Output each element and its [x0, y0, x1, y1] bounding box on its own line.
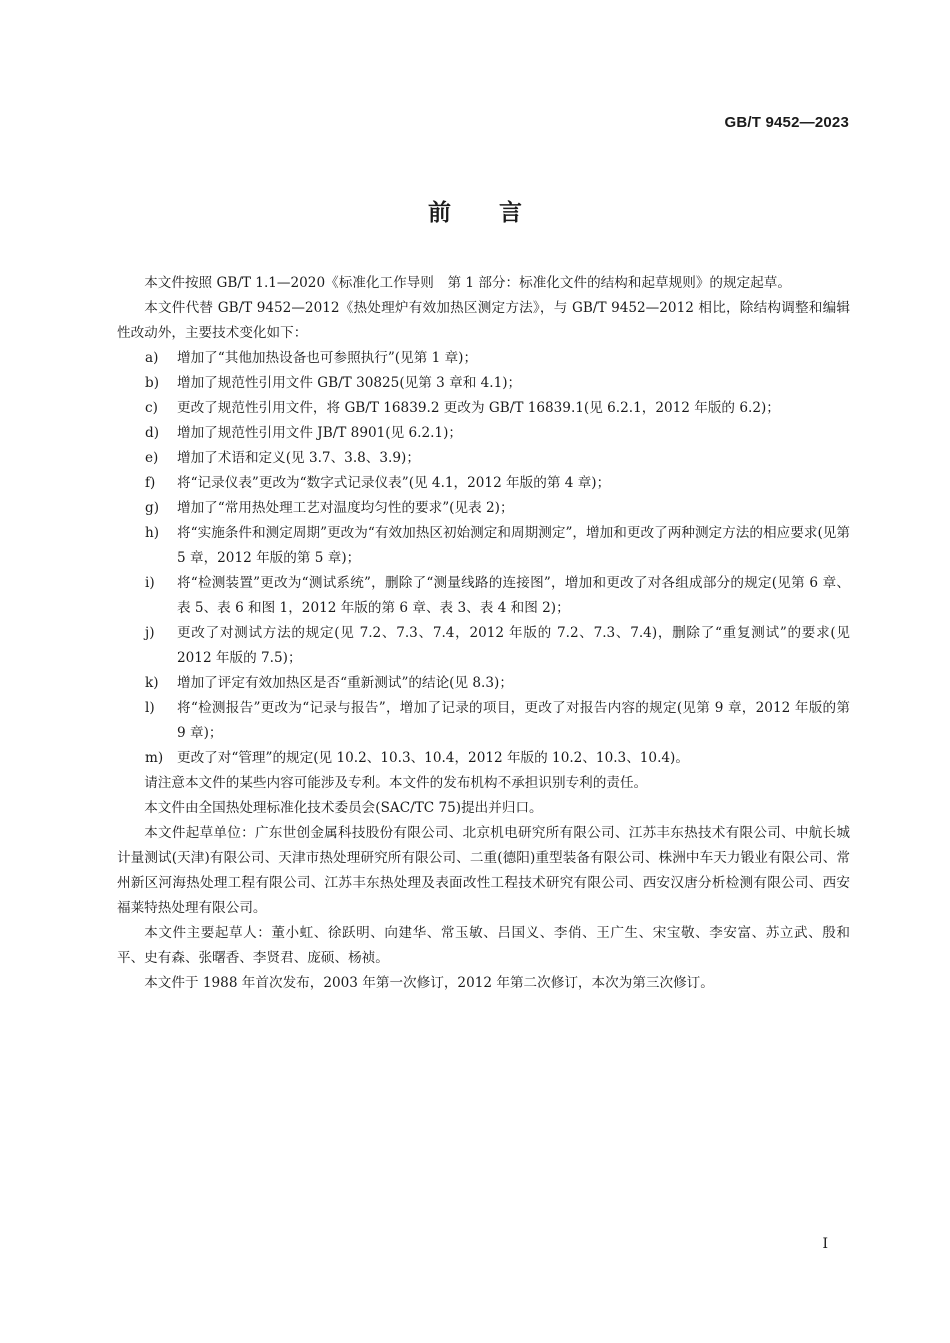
list-marker: f)	[145, 475, 156, 491]
list-item-text: 增加了评定有效加热区是否“重新测试”的结论(见 8.3)；	[177, 675, 513, 691]
list-item	[117, 571, 850, 621]
list-item	[117, 671, 850, 696]
page-number: I	[822, 1236, 828, 1252]
list-item	[117, 396, 850, 421]
paragraph-drafting-organizations: 本文件起草单位：广东世创金属科技股份有限公司、北京机电研究所有限公司、江苏丰东热技术有限公司、中航长城计量测试(天津)有限公司、天津市热处理研究所有限公司、二重(德阳)重型装备有限公司、株洲中车天力锻业有限公司、常州新区河海热处理工程有限公司、江苏丰东热处理及表面改性工程技术研究有限公司、西安汉唐分析检测有限公司、西安福莱特热处理有限公司。	[117, 825, 850, 916]
list-item	[117, 446, 850, 471]
paragraph-proposed-by: 本文件由全国热处理标准化技术委员会(SAC/TC 75)提出并归口。	[144, 800, 543, 816]
list-item	[117, 696, 850, 746]
paragraph-replaces: 本文件代替 GB/T 9452—2012《热处理炉有效加热区测定方法》，与 GB/T 9452—2012 相比，除结构调整和编辑性改动外，主要技术变化如下：	[117, 300, 850, 341]
list-marker: e)	[145, 450, 159, 466]
list-item-text: 更改了对测试方法的规定(见 7.2、7.3、7.4，2012 年版的 7.2、7.3、7.4)，删除了“重复测试”的要求(见 2012 年版的 7.5)；	[177, 625, 850, 666]
list-item-text: 增加了规范性引用文件 JB/T 8901(见 6.2.1)；	[177, 425, 462, 441]
list-item	[117, 521, 850, 571]
list-item-text: 更改了对“管理”的规定(见 10.2、10.3、10.4，2012 年版的 10.2、10.3、10.4)。	[177, 750, 689, 766]
list-item-text: 将“检测装置”更改为“测试系统”，删除了“测量线路的连接图”，增加和更改了对各组成部分的规定(见第 6 章、表 5、表 6 和图 1，2012 年版的第 6 章、表 3、表 4 和图 2)；	[177, 575, 850, 616]
list-item-text: 增加了规范性引用文件 GB/T 30825(见第 3 章和 4.1)；	[177, 375, 522, 391]
list-item-text: 将“记录仪表”更改为“数字式记录仪表”(见 4.1，2012 年版的第 4 章)；	[177, 475, 611, 491]
list-item	[117, 471, 850, 496]
list-item-text: 增加了术语和定义(见 3.7、3.8、3.9)；	[177, 450, 420, 466]
list-marker: j)	[145, 625, 155, 641]
list-item-text: 将“检测报告”更改为“记录与报告”，增加了记录的项目，更改了对报告内容的规定(见第 9 章，2012 年版的第 9 章)；	[177, 700, 850, 741]
list-item	[117, 421, 850, 446]
list-marker: m)	[145, 750, 164, 766]
list-item-text: 更改了规范性引用文件，将 GB/T 16839.2 更改为 GB/T 16839.1(见 6.2.1，2012 年版的 6.2)；	[177, 400, 780, 416]
paragraph-revision-history: 本文件于 1988 年首次发布，2003 年第一次修订，2012 年第二次修订，本次为第三次修订。	[144, 975, 714, 991]
list-item-text: 将“实施条件和测定周期”更改为“有效加热区初始测定和周期测定”，增加和更改了两种测定方法的相应要求(见第 5 章，2012 年版的第 5 章)；	[177, 525, 850, 566]
list-marker: k)	[145, 675, 159, 691]
list-item-text: 增加了“常用热处理工艺对温度均匀性的要求”(见表 2)；	[177, 500, 514, 516]
list-marker: i)	[145, 575, 155, 591]
list-marker: c)	[145, 400, 158, 416]
list-marker: d)	[145, 425, 160, 441]
list-item	[117, 746, 850, 771]
list-item	[117, 371, 850, 396]
list-marker: g)	[145, 500, 160, 516]
paragraph-drafting-rules: 本文件按照 GB/T 1.1—2020《标准化工作导则 第 1 部分：标准化文件的结构和起草规则》的规定起草。	[144, 275, 791, 291]
page-title: 前言	[428, 200, 570, 226]
list-marker: b)	[145, 375, 160, 391]
list-item	[117, 621, 850, 671]
list-item	[117, 496, 850, 521]
foreword-body	[117, 271, 850, 996]
paragraph-drafters: 本文件主要起草人：董小虹、徐跃明、向建华、常玉敏、吕国义、李俏、王广生、宋宝敬、李安富、苏立武、殷和平、史有森、张曙香、李贤君、庞硕、杨祯。	[117, 925, 850, 966]
changes-list	[117, 346, 850, 771]
list-item-text: 增加了“其他加热设备也可参照执行”(见第 1 章)；	[177, 350, 478, 366]
list-marker: h)	[145, 525, 160, 541]
list-marker: l)	[145, 700, 155, 716]
paragraph-patent-notice: 请注意本文件的某些内容可能涉及专利。本文件的发布机构不承担识别专利的责任。	[144, 775, 648, 791]
list-item	[117, 346, 850, 371]
standard-number: GB/T 9452—2023	[724, 114, 849, 131]
list-marker: a)	[145, 350, 159, 366]
